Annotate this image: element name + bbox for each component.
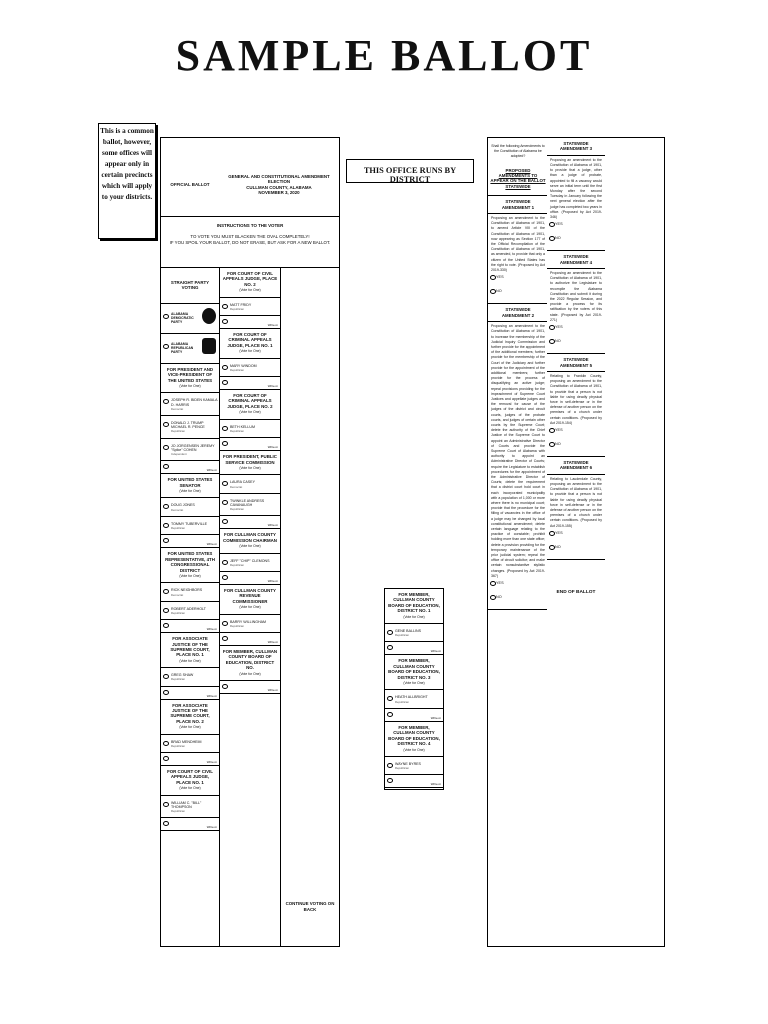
straight-party-title: STRAIGHT PARTY VOTING: [170, 280, 210, 291]
common-ballot-note: This is a common ballot, however, some offices will appear only in certain precincts which will apply to your districts.: [98, 123, 156, 239]
straight-party-section: [161, 268, 219, 364]
race-col1.races-4: [161, 700, 219, 766]
race-col1.races-1: [161, 474, 219, 548]
candidate-oval[interactable]: [387, 696, 393, 701]
candidate-oval[interactable]: [222, 426, 228, 431]
race-title: FOR PRESIDENT, PUBLIC SERVICE COMMISSION: [223, 454, 277, 465]
no-oval[interactable]: [549, 442, 555, 447]
no-oval[interactable]: [490, 595, 496, 600]
candidate-name: MARY WINDOM: [230, 363, 257, 368]
vote-for-one: (Vote for One): [239, 465, 261, 470]
candidate-party: Democrat: [171, 406, 184, 411]
race-title: FOR MEMBER, CULLMAN COUNTY BOARD OF EDUCATION, DISTRICT NO. 3: [388, 658, 440, 680]
write-in-row[interactable]: [220, 633, 280, 645]
candidate[interactable]: [220, 615, 280, 633]
candidate-name: WAYNE BYRES: [395, 761, 421, 766]
race-title: FOR CULLMAN COUNTY COMMISSION CHAIRMAN: [223, 532, 277, 543]
write-in-oval[interactable]: [163, 623, 169, 628]
ballot-front: [160, 137, 340, 947]
candidate[interactable]: [161, 416, 219, 439]
race-title: FOR MEMBER, CULLMAN COUNTY BOARD OF EDUCATION, DISTRICT NO.: [222, 648, 278, 671]
party-oval[interactable]: [163, 314, 169, 319]
candidate-party: Republican: [395, 766, 409, 771]
candidate-name: LAURA CASEY: [230, 480, 255, 485]
candidate-oval[interactable]: [163, 504, 169, 509]
amend6-no[interactable]: [547, 545, 605, 559]
district-banner-text: THIS OFFICE RUNS BY DISTRICT: [363, 166, 457, 184]
race-title: FOR COURT OF CRIMINAL APPEALS JUDGE, PLACE NO. 2: [227, 393, 273, 409]
candidate-party: Republican: [230, 306, 244, 311]
party-option[interactable]: [161, 333, 219, 363]
ballot-column-1: [161, 268, 220, 946]
write-in-label: Write-in: [206, 627, 217, 632]
vote-for-one: (Vote for One): [239, 671, 261, 676]
race-title: FOR MEMBER, CULLMAN COUNTY BOARD OF EDUCATION, DISTRICT NO. 1: [388, 592, 440, 614]
candidate-oval[interactable]: [222, 365, 228, 370]
yes-label: YES: [496, 581, 504, 586]
race-col2.races-3: [220, 451, 280, 529]
vote-for-one: (Vote for One): [179, 384, 201, 389]
race-col1.races-0: [161, 364, 219, 474]
candidate[interactable]: [220, 420, 280, 438]
amendment-2-text: Proposing an amendment to the Constitution of Alabama of 1901, to increase the membership of the Judicial Inquiry Commission and further provide for the appointment of the additional members; further provide for the membership of the Court of the Judiciary and further provide for the appointment of the additional members; further provide for the process of disqualifying an active judge; repeal provisions providing for the impeachment of Supreme Court Justices and appellate judges and the removal for cause of the judges of the district and circuit courts, judges of the probate courts, and judges of certain other courts by the Supreme Court; delete the authority of the Chief Justice of the Supreme Court to appoint an Administrative Director of Courts and provide the Supreme Court of Alabama with authority to appoint an Administrative Director of Courts; require the Legislature to establish procedures for the appointment of the Administrative Director of Courts; delete the requirement that a district court hold court in each incorporated municipality with a population of 1,000 or more where there is no municipal court; provide that the procedure for the filling of vacancies in the office of a judge may be changed by local constitutional amendment; delete certain language relating to the practice of constable; prohibit holding more than one state office; delete a provision providing for the temporary maintenance of the prior judicial system; repeal the office of circuit solicitor; and make certain nonsubstantive stylistic changes. (Proposed by Act 2019-367): [491, 324, 545, 578]
candidate[interactable]: [161, 393, 219, 416]
yes-oval[interactable]: [549, 222, 555, 227]
candidate[interactable]: [220, 475, 280, 493]
candidate[interactable]: [161, 517, 219, 535]
race-title: FOR COURT OF CIVIL APPEALS JUDGE, PLACE NO. 1: [167, 769, 213, 785]
candidate-name: TWINKLE ANDRESS CAVANAUGH: [230, 498, 265, 507]
write-in-label: Write-in: [430, 715, 441, 720]
write-in-row[interactable]: [385, 709, 443, 721]
candidate-party: Republican: [171, 743, 185, 748]
write-in-oval[interactable]: [222, 519, 228, 524]
candidate-name: WILLIAM C. "BILL" THOMPSON: [171, 800, 202, 809]
race-title: FOR COURT OF CIVIL APPEALS JUDGE, PLACE NO. 2: [222, 271, 278, 287]
instructions-box: [161, 217, 339, 268]
write-in-row[interactable]: [385, 775, 443, 787]
candidate-party: Democrat: [171, 592, 184, 597]
write-in-oval[interactable]: [387, 645, 393, 650]
write-in-oval[interactable]: [222, 636, 228, 641]
race-district_races-2: [385, 722, 443, 788]
amendment-2-yes[interactable]: [488, 581, 548, 595]
write-in-row[interactable]: [220, 316, 280, 328]
race-title: FOR COURT OF CRIMINAL APPEALS JUDGE, PLACE NO. 1: [227, 332, 273, 348]
race-col1.races-5: [161, 766, 219, 831]
district-banner: [346, 159, 474, 183]
vote-for-one: (Vote for One): [403, 614, 425, 619]
candidate[interactable]: [161, 796, 219, 819]
write-in-row[interactable]: [161, 687, 219, 699]
candidate-oval[interactable]: [163, 399, 169, 404]
race-col2.races-0: [220, 268, 280, 329]
candidate[interactable]: [161, 668, 219, 686]
end-of-ballot: END OF BALLOT: [556, 589, 596, 595]
no-oval[interactable]: [549, 339, 555, 344]
official-ballot-label: OFFICIAL BALLOT: [170, 182, 210, 187]
candidate-party: Republican: [171, 610, 185, 615]
candidate-oval[interactable]: [163, 802, 169, 807]
candidate-party: Republican: [171, 809, 185, 814]
amend5-title: STATEWIDE AMENDMENT 5: [559, 357, 593, 368]
write-in-label: Write-in: [430, 782, 441, 787]
yes-oval[interactable]: [490, 581, 496, 586]
candidate-name: GENE BALLINS: [395, 629, 421, 634]
page-title: SAMPLE BALLOT: [175, 31, 593, 80]
candidate-party: Republican: [171, 677, 185, 682]
write-in-label: Write-in: [206, 693, 217, 698]
race-district_races-1: [385, 655, 443, 721]
race-title: FOR ASSOCIATE JUSTICE OF THE SUPREME COURT, PLACE NO. 1: [170, 636, 210, 658]
candidate[interactable]: [161, 602, 219, 620]
instructions-title: INSTRUCTIONS TO THE VOTER: [216, 223, 284, 228]
candidate-oval[interactable]: [222, 500, 228, 505]
candidate[interactable]: [220, 494, 280, 517]
election-header: [219, 138, 339, 216]
write-in-label: Write-in: [430, 649, 441, 654]
amend3-no[interactable]: [547, 236, 605, 250]
candidate-party: Democrat: [230, 484, 243, 489]
yes-label: YES: [496, 275, 504, 280]
amend3-yes[interactable]: [547, 222, 605, 236]
vote-for-one: (Vote for One): [403, 681, 425, 686]
race-title: FOR ASSOCIATE JUSTICE OF THE SUPREME COURT, PLACE NO. 2: [170, 702, 210, 724]
write-in-label: Write-in: [206, 760, 217, 765]
candidate[interactable]: [220, 554, 280, 572]
candidate-party: Republican: [171, 429, 185, 434]
yes-label: YES: [555, 530, 563, 535]
no-label: NO: [555, 236, 561, 241]
race-col2.races-1: [220, 329, 280, 390]
write-in-oval[interactable]: [222, 319, 228, 324]
party-name: ALABAMA REPUBLICAN PARTY: [171, 341, 194, 355]
write-in-label: Write-in: [267, 445, 278, 450]
no-label: NO: [555, 441, 561, 446]
election-date: NOVEMBER 3, 2020: [258, 190, 300, 196]
write-in-oval[interactable]: [163, 464, 169, 469]
continue-voting-label: CONTINUE VOTING ON BACK: [285, 901, 335, 912]
write-in-row[interactable]: [161, 535, 219, 547]
candidate[interactable]: [161, 439, 219, 462]
candidate[interactable]: [161, 583, 219, 601]
candidate-party: Independent: [171, 452, 187, 457]
vote-for-one: (Vote for One): [179, 489, 201, 494]
amend6-title: STATEWIDE AMENDMENT 6: [559, 459, 593, 471]
amend5-yes[interactable]: [547, 428, 605, 442]
write-in-label: Write-in: [206, 542, 217, 547]
race-col1.races-3: [161, 633, 219, 699]
race-col2.races-2: [220, 390, 280, 451]
write-in-row[interactable]: [220, 377, 280, 389]
write-in-label: Write-in: [206, 825, 217, 830]
candidate-party: Republican: [230, 428, 244, 433]
candidate-party: Republican: [395, 699, 409, 704]
race-title: FOR PRESIDENT AND VICE-PRESIDENT OF THE UNITED STATES: [166, 366, 214, 383]
amend5-text: Relating to Franklin County, proposing an amendment to the Constitution of Alabama of 1901, to provide that a person is not liable for using deadly physical force in self-defense or in the defense of another person on the premises of a church under certain conditions. (Proposed by Act 2019-154): [550, 373, 602, 425]
write-in-oval[interactable]: [222, 575, 228, 580]
amendment-1-title: STATEWIDE AMENDMENT 1: [501, 199, 535, 210]
write-in-oval[interactable]: [163, 821, 169, 826]
no-oval[interactable]: [549, 545, 555, 550]
ballot-column-blank: [281, 268, 339, 946]
candidate-name: BETH KELLUM: [230, 424, 255, 429]
vote-for-one: (Vote for One): [239, 410, 261, 415]
instructions-line-1: TO VOTE YOU MUST BLACKEN THE OVAL COMPLETELY!: [190, 234, 310, 240]
candidate-party: Republican: [230, 367, 244, 372]
candidate[interactable]: [161, 498, 219, 516]
party-oval[interactable]: [163, 344, 169, 349]
candidate-party: Republican: [230, 507, 244, 512]
amend6-text: Relating to Lauderdale County, proposing an amendment to the Constitution of Alabama of 1901, to provide that a person is not liable for using deadly physical force in self-defense or in the defense of another person on the premises of a church under certain conditions. (Proposed by Act 2019-155): [550, 476, 602, 528]
race-title: FOR CULLMAN COUNTY REVENUE COMMISSIONER: [224, 587, 276, 604]
vote-for-one: (Vote for One): [403, 747, 425, 752]
proposed-amendments-heading: PROPOSED AMENDMENTS TO APPEAR ON THE BALLOT STATEWIDE: [490, 167, 546, 189]
write-in-oval[interactable]: [222, 380, 228, 385]
candidate-oval[interactable]: [387, 630, 393, 635]
write-in-row[interactable]: [220, 681, 280, 693]
vote-for-one: (Vote for One): [239, 349, 261, 354]
county-name: CULLMAN COUNTY, ALABAMA: [246, 184, 312, 190]
candidate-name: JEFF "CHIP" CLEMONS: [230, 558, 270, 563]
candidate-name: JO JORGENSEN JEREMY "Spike" COHEN: [171, 443, 215, 452]
write-in-row[interactable]: [161, 461, 219, 473]
candidate-party: Republican: [230, 623, 244, 628]
write-in-row[interactable]: [161, 620, 219, 632]
candidate-name: BRAD MENDHEIM: [171, 739, 202, 744]
yes-label: YES: [555, 325, 563, 330]
party-option[interactable]: [161, 303, 219, 333]
amendment-1-no[interactable]: [488, 289, 548, 303]
candidate-name: GREG SHAW: [171, 673, 194, 678]
election-name: GENERAL AND CONSTITUTIONAL AMENDMENT ELECTION: [228, 174, 330, 185]
no-label: NO: [555, 339, 561, 344]
no-oval[interactable]: [490, 289, 496, 294]
candidate-party: Republican: [395, 633, 409, 638]
candidate[interactable]: [385, 690, 443, 708]
amend5-no[interactable]: [547, 442, 605, 456]
race-title: FOR MEMBER, CULLMAN COUNTY BOARD OF EDUCATION, DISTRICT NO. 4: [388, 724, 440, 747]
write-in-label: Write-in: [267, 578, 278, 583]
vote-for-one: (Vote for One): [179, 573, 201, 578]
candidate-name: HEATH ALLBRIGHT: [395, 695, 428, 700]
race-title: FOR UNITED STATES REPRESENTATIVE, 4TH CONGRESSIONAL DISTRICT: [165, 551, 215, 573]
write-in-label: Write-in: [267, 523, 278, 528]
candidate-party: Democrat: [171, 507, 184, 512]
instructions-line-2: IF YOU SPOIL YOUR BALLOT, DO NOT ERASE, BUT ASK FOR A NEW BALLOT.: [169, 239, 331, 245]
candidate-oval[interactable]: [163, 589, 169, 594]
candidate-name: ROBERT ADERHOLT: [171, 606, 206, 611]
write-in-oval[interactable]: [163, 690, 169, 695]
no-oval[interactable]: [549, 236, 555, 241]
district-races: [384, 588, 444, 790]
write-in-label: Write-in: [206, 468, 217, 473]
vote-for-one: (Vote for One): [239, 544, 261, 549]
race-district_races-0: [385, 589, 443, 655]
race-col2.races-5: [220, 585, 280, 646]
amend4-no[interactable]: [547, 339, 605, 353]
yes-oval[interactable]: [549, 325, 555, 330]
amend6-yes[interactable]: [547, 531, 605, 545]
amend4-yes[interactable]: [547, 325, 605, 339]
race-col2.races-4: [220, 529, 280, 585]
write-in-oval[interactable]: [163, 538, 169, 543]
candidate[interactable]: [385, 624, 443, 642]
write-in-row[interactable]: [385, 642, 443, 654]
yes-label: YES: [555, 222, 563, 227]
candidate-oval[interactable]: [163, 523, 169, 528]
write-in-oval[interactable]: [163, 756, 169, 761]
candidate[interactable]: [220, 298, 280, 316]
candidate-oval[interactable]: [163, 674, 169, 679]
party-name: ALABAMA DEMOCRATIC PARTY: [171, 311, 194, 325]
write-in-label: Write-in: [267, 639, 278, 644]
candidate-oval[interactable]: [222, 481, 228, 486]
no-label: NO: [555, 544, 561, 549]
candidate-oval[interactable]: [163, 608, 169, 613]
amendments-column-2: [547, 137, 606, 947]
write-in-label: Write-in: [267, 323, 278, 328]
candidate-oval[interactable]: [163, 445, 169, 450]
yes-oval[interactable]: [549, 531, 555, 536]
vote-for-one: (Vote for One): [239, 605, 261, 610]
amendment-1-yes[interactable]: [488, 275, 548, 289]
write-in-label: Write-in: [267, 384, 278, 389]
amendment-1-text: Proposing an amendment to the Constitution of Alabama of 1901, to amend Article VIII of the Constitution of Alabama of 1901, now appearing as Section 177 of the Official Recompilation of the Constitution of Alabama of 1901, as amended, to provide that only a citizen of the United States has the right to vote. (Proposed by Act 2019-330): [491, 216, 545, 273]
amend4-text: Proposing an amendment to the Constitution of Alabama of 1901, to authorize the Legislature to recompile the Alabama Constitution and submit it during the 2022 Regular Session, and provide a process for its ratification by the voters of this state. (Proposed by Act 2019-271): [550, 271, 602, 322]
candidate-name: DOUG JONES: [171, 503, 195, 508]
no-label: NO: [496, 595, 502, 600]
yes-oval[interactable]: [549, 428, 555, 433]
ballot-column-2: [220, 268, 281, 946]
candidate[interactable]: [385, 757, 443, 775]
amend4-title: STATEWIDE AMENDMENT 4: [559, 254, 593, 265]
amendments-column-1: [487, 137, 549, 947]
amendment-2-no[interactable]: [488, 595, 548, 609]
candidate-name: BARRY WILLINGHAM: [230, 619, 267, 624]
candidate-oval[interactable]: [163, 422, 169, 427]
candidate-oval[interactable]: [222, 304, 228, 309]
candidate-name: MATT FRIDY: [230, 302, 252, 307]
candidate[interactable]: [161, 735, 219, 753]
write-in-row[interactable]: [220, 438, 280, 450]
donkey-icon: [202, 308, 216, 324]
candidate-name: JOSEPH R. BIDEN KAMALA D. HARRIS: [171, 398, 218, 407]
elephant-icon: [202, 338, 216, 354]
no-label: NO: [496, 289, 502, 294]
write-in-oval[interactable]: [222, 684, 228, 689]
race-col1.races-2: [161, 548, 219, 633]
yes-oval[interactable]: [490, 275, 496, 280]
ballot-column-empty: [605, 137, 665, 947]
write-in-row[interactable]: [161, 818, 219, 830]
amendment-2-title: STATEWIDE AMENDMENT 2: [501, 307, 535, 318]
race-title: FOR UNITED STATES SENATOR: [167, 477, 213, 488]
vote-for-one: (Vote for One): [239, 288, 261, 293]
amend3-title: STATEWIDE AMENDMENT 3: [559, 141, 593, 152]
write-in-row[interactable]: [161, 753, 219, 765]
write-in-row[interactable]: [220, 516, 280, 528]
candidate-oval[interactable]: [222, 560, 228, 565]
write-in-label: Write-in: [267, 688, 278, 693]
candidate-party: Republican: [230, 562, 244, 567]
vote-for-one: (Vote for One): [179, 658, 201, 663]
candidate-oval[interactable]: [163, 741, 169, 746]
yes-label: YES: [555, 427, 563, 432]
write-in-oval[interactable]: [387, 712, 393, 717]
vote-for-one: (Vote for One): [179, 786, 201, 791]
amendment-intro: Shall the following Amendments to the Constitution of Alabama be adopted?: [491, 144, 545, 159]
candidate-oval[interactable]: [222, 621, 228, 626]
candidate-name: DONALD J. TRUMP MICHAEL R. PENCE: [171, 421, 205, 430]
race-col2.races-6: [220, 646, 280, 694]
write-in-oval[interactable]: [387, 778, 393, 783]
candidate-oval[interactable]: [387, 763, 393, 768]
write-in-oval[interactable]: [222, 441, 228, 446]
candidate-party: Republican: [171, 526, 185, 531]
candidate-name: TOMMY TUBERVILLE: [171, 521, 208, 526]
candidate-name: RICK NEIGHBORS: [171, 588, 203, 593]
write-in-row[interactable]: [220, 572, 280, 584]
amend3-text: Proposing an amendment to the Constitution of Alabama of 1901, to provide that a judge, other than a judge of probate, appointed to fill a vacancy would serve an initial term until the first Monday after the second Tuesday in January following the next general election after the judge has completed two years in office. (Proposed by Act 2019-346): [550, 157, 602, 220]
candidate[interactable]: [220, 359, 280, 377]
vote-for-one: (Vote for One): [179, 725, 201, 730]
